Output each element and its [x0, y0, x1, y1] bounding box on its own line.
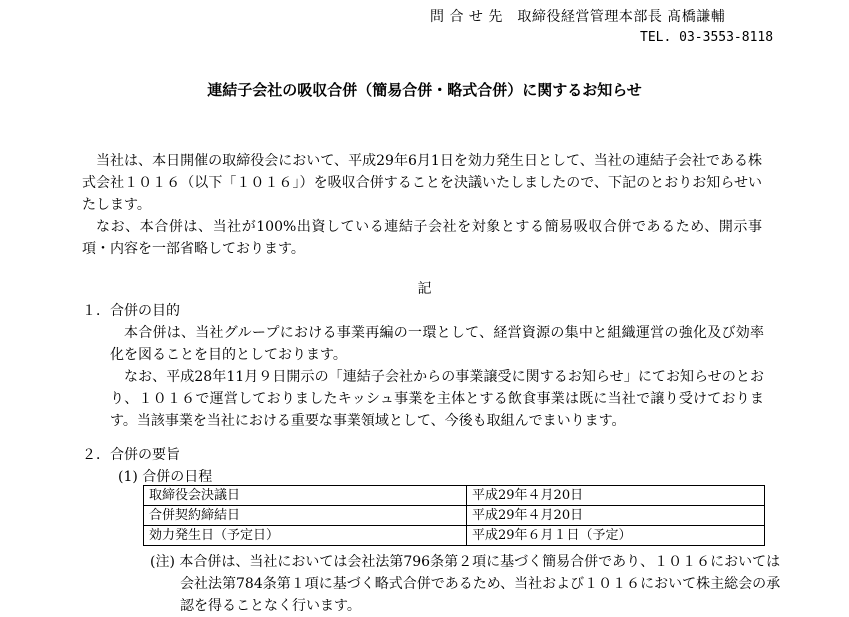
telephone-number: TEL. 03-3553-8118	[640, 30, 774, 45]
document-title: 連結子会社の吸収合併（簡易合併・略式合併）に関するお知らせ	[207, 81, 642, 99]
table-row	[144, 486, 765, 506]
intro-paragraph-2: なお、本合併は、当社が100%出資している連結子会社を対象とする簡易吸収合併であるため、開示事項・内容を一部省略しております。	[82, 219, 762, 257]
section-2-heading: ２．合併の要旨	[82, 447, 180, 463]
schedule-date: 平成29年４月20日	[467, 506, 765, 526]
schedule-date: 平成29年６月１日（予定）	[467, 526, 765, 546]
section-1-paragraph-2: なお、平成28年11月９日開示の「連結子会社からの事業譲受に関するお知らせ」にてお知らせのとおり、１０１６で運営しておりましたキッシュ事業を主体とする飲食事業は既に当社で譲り受けております。当該事業を当社における重要な事業領域として、今後も取組んでまいります。	[110, 369, 764, 429]
contact-info: 問 合 せ 先 取締役経営管理本部長 髙橋謙輔	[430, 9, 726, 25]
schedule-label: 合併契約締結日	[144, 506, 467, 526]
schedule-label: 効力発生日（予定日）	[144, 526, 467, 546]
section-1-body	[110, 322, 764, 432]
intro-paragraph-1: 当社は、本日開催の取締役会において、平成29年6月1日を効力発生日として、当社の連結子会社である株式会社１０１６（以下「１０１６」）を吸収合併することを決議いたしましたので、下記のとおりお知らせいたします。	[82, 153, 762, 213]
schedule-subheading: (1) 合併の日程	[118, 469, 213, 485]
section-1-paragraph-1: 本合併は、当社グループにおける事業再編の一環として、経営資源の集中と組織運営の強化及び効率化を図ることを目的としております。	[110, 325, 764, 363]
merger-schedule-table	[143, 485, 765, 546]
schedule-note: (注) 本合併は、当社においては会社法第796条第２項に基づく簡易合併であり、１０１６においては会社法第784条第１項に基づく略式合併であるため、当社および１０１６において株主総会の承認を得ることなく行います。	[150, 554, 781, 614]
section-1-heading: １．合併の目的	[82, 303, 180, 319]
schedule-date: 平成29年４月20日	[467, 486, 765, 506]
table-row	[144, 526, 765, 546]
schedule-label: 取締役会決議日	[144, 486, 467, 506]
table-row	[144, 506, 765, 526]
ki-heading: 記	[417, 281, 432, 297]
